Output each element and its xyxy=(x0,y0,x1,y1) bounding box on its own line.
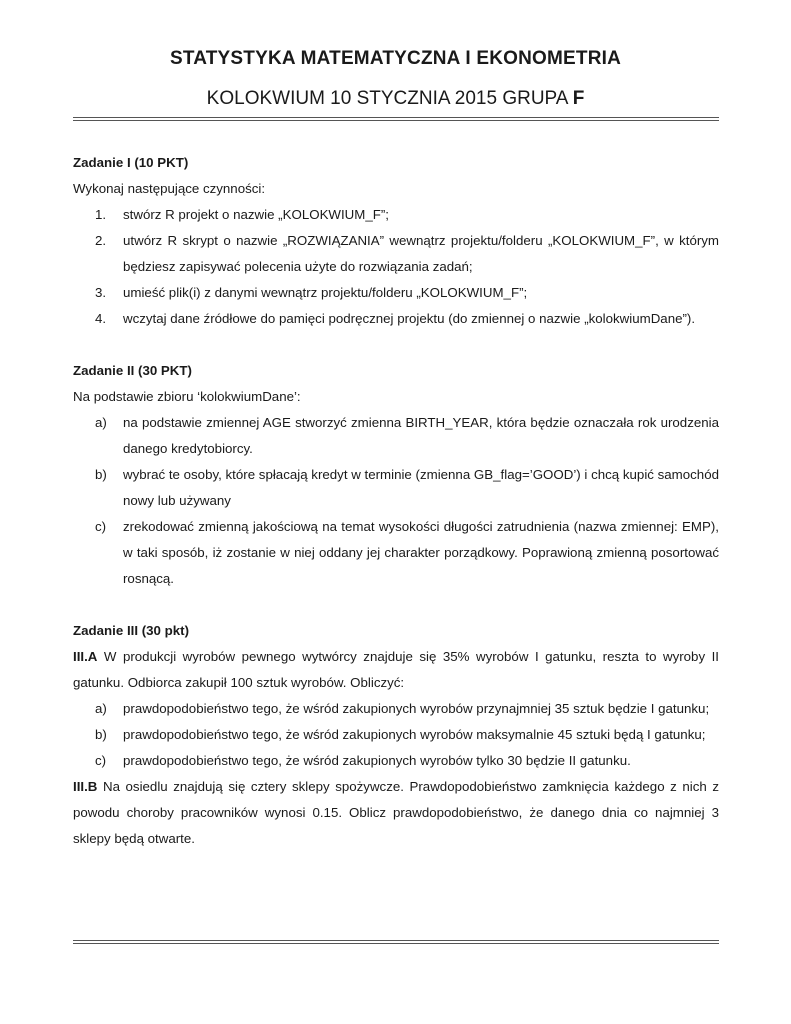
task-2-list xyxy=(73,410,719,592)
document-subtitle xyxy=(0,88,791,110)
list-item xyxy=(73,306,719,332)
task-3-heading: Zadanie III (30 pkt) xyxy=(73,623,190,638)
list-item xyxy=(73,410,719,462)
list-item-text: prawdopodobieństwo tego, że wśród zakupionych wyrobów tylko 30 będzie II gatunku. xyxy=(123,753,631,768)
list-item xyxy=(73,462,719,514)
list-item xyxy=(73,280,719,306)
list-item-text: prawdopodobieństwo tego, że wśród zakupionych wyrobów maksymalnie 45 sztuki będą I gatunku; xyxy=(123,727,706,742)
task-3a-paragraph xyxy=(73,644,719,696)
subtitle-text: KOLOKWIUM 10 STYCZNIA 2015 GRUPA xyxy=(206,88,573,109)
list-item-text: wybrać te osoby, które spłacają kredyt w terminie (zmienna GB_flag=’GOOD’) i chcą kupić samochód nowy lub używany xyxy=(123,467,719,508)
list-item-text: na podstawie zmiennej AGE stworzyć zmienna BIRTH_YEAR, która będzie oznaczała rok urodzenia danego kredytobiorcy. xyxy=(123,415,719,456)
task-3b-label: III.B xyxy=(73,779,98,794)
document-body xyxy=(73,150,719,878)
task-3b-text: Na osiedlu znajdują się cztery sklepy spożywcze. Prawdopodobieństwo zamknięcia każdego z nich z powodu choroby pracowników wynosi 0.15. Oblicz prawdopodobieństwo, że danego dnia co najmniej 3 sklepy będą otwarte. xyxy=(73,779,719,846)
task-2 xyxy=(73,358,719,592)
list-marker: b) xyxy=(95,727,107,742)
list-item xyxy=(73,202,719,228)
bottom-double-rule xyxy=(73,940,719,944)
list-marker: b) xyxy=(95,467,107,482)
list-marker: c) xyxy=(95,753,107,768)
list-item-text: stwórz R projekt o nazwie „KOLOKWIUM_F”; xyxy=(123,207,389,222)
task-1-heading: Zadanie I (10 PKT) xyxy=(73,155,189,170)
list-marker: 2. xyxy=(95,233,107,248)
list-marker: a) xyxy=(95,701,107,716)
list-item xyxy=(73,696,719,722)
list-marker: c) xyxy=(95,519,107,534)
list-item xyxy=(73,722,719,748)
task-1-list xyxy=(73,202,719,332)
list-marker: 3. xyxy=(95,285,107,300)
list-item-text: zrekodować zmienną jakościową na temat wysokości długości zatrudnienia (nazwa zmiennej: EMP), w taki sposób, iż zostanie w niej oddany jej charakter porządkowy. Poprawioną zmienną posortować rosnącą. xyxy=(123,519,719,586)
task-3a-text: W produkcji wyrobów pewnego wytwórcy znajduje się 35% wyrobów I gatunku, reszta to wyroby II gatunku. Odbiorca zakupił 100 sztuk wyrobów. Obliczyć: xyxy=(73,649,719,690)
list-marker: a) xyxy=(95,415,107,430)
document-title: STATYSTYKA MATEMATYCZNA I EKONOMETRIA xyxy=(169,48,622,69)
task-1-intro: Wykonaj następujące czynności: xyxy=(73,181,266,196)
list-item-text: utwórz R skrypt o nazwie „ROZWIĄZANIA” wewnątrz projektu/folderu „KOLOKWIUM_F”, w którym będziesz zapisywać polecenia użyte do rozwiązania zadań; xyxy=(123,233,719,274)
task-3 xyxy=(73,618,719,852)
task-2-intro: Na podstawie zbioru ‘kolokwiumDane’: xyxy=(73,389,301,404)
task-2-heading: Zadanie II (30 PKT) xyxy=(73,363,192,378)
task-3b-paragraph xyxy=(73,774,719,852)
list-item xyxy=(73,748,719,774)
list-item-text: prawdopodobieństwo tego, że wśród zakupionych wyrobów przynajmniej 35 sztuk będzie I gatunku; xyxy=(123,701,710,716)
list-marker: 4. xyxy=(95,311,107,326)
task-3a-label: III.A xyxy=(73,649,98,664)
task-1 xyxy=(73,150,719,332)
list-item-text: wczytaj dane źródłowe do pamięci podręcznej projektu (do zmiennej o nazwie „kolokwiumDane”). xyxy=(123,311,696,326)
list-item xyxy=(73,228,719,280)
top-double-rule xyxy=(73,117,719,121)
list-item-text: umieść plik(i) z danymi wewnątrz projektu/folderu „KOLOKWIUM_F”; xyxy=(123,285,528,300)
list-item xyxy=(73,514,719,592)
list-marker: 1. xyxy=(95,207,107,222)
group-letter: F xyxy=(572,88,585,109)
task-3-list xyxy=(73,696,719,774)
